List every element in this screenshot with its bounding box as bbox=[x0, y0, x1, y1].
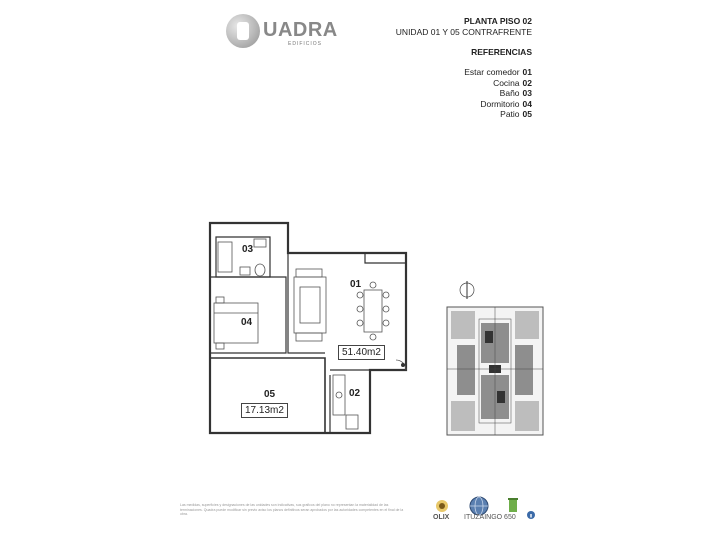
room-label-04: 04 bbox=[241, 317, 253, 328]
info-circle-icon bbox=[526, 510, 536, 520]
area-label-patio: 17.13m2 bbox=[241, 403, 288, 418]
olix-logo-icon bbox=[434, 498, 450, 514]
reference-item: Estar comedor 01 bbox=[464, 67, 532, 77]
plan-subtitle: UNIDAD 01 Y 05 CONTRAFRENTE bbox=[395, 27, 532, 37]
floor-plan-drawing bbox=[200, 215, 430, 445]
quadra-logo bbox=[226, 14, 346, 54]
plan-title: PLANTA PISO 02 bbox=[463, 16, 532, 26]
room-label-01: 01 bbox=[350, 279, 362, 290]
logo-q-inner bbox=[237, 22, 249, 40]
address-label: ITUZAINGO 650 bbox=[464, 514, 516, 521]
reference-item: Patio 05 bbox=[500, 109, 532, 119]
reference-item: Dormitorio 04 bbox=[480, 98, 532, 109]
area-label-main: 51.40m2 bbox=[338, 345, 385, 360]
olix-label: OLIX bbox=[433, 514, 450, 521]
logo-wordmark: UADRA bbox=[263, 19, 338, 41]
reference-item: Cocina 02 bbox=[493, 77, 532, 88]
room-label-03: 03 bbox=[242, 244, 254, 255]
recycle-bin-icon bbox=[505, 496, 521, 514]
floor-plan bbox=[200, 215, 430, 445]
orientation-marker bbox=[457, 280, 477, 300]
reference-item: Baño 03 bbox=[499, 88, 532, 98]
footer-disclaimer: Las medidas, superficies y designaciones de las unidades son indicativas, sus graficos del plano no representan la materialidad de las terminaciones. Quadra puede modificar sin previo aviso los planos definitivos seran aprobados por las autoridades competentes en el final de la obra. bbox=[180, 503, 404, 516]
building-site-plan bbox=[445, 305, 545, 437]
room-label-05: 05 bbox=[264, 389, 276, 400]
references-title: REFERENCIAS bbox=[471, 47, 532, 57]
logo-subtitle: EDIFICIOS bbox=[288, 41, 323, 47]
references-list bbox=[464, 67, 532, 120]
room-label-02: 02 bbox=[349, 388, 361, 399]
